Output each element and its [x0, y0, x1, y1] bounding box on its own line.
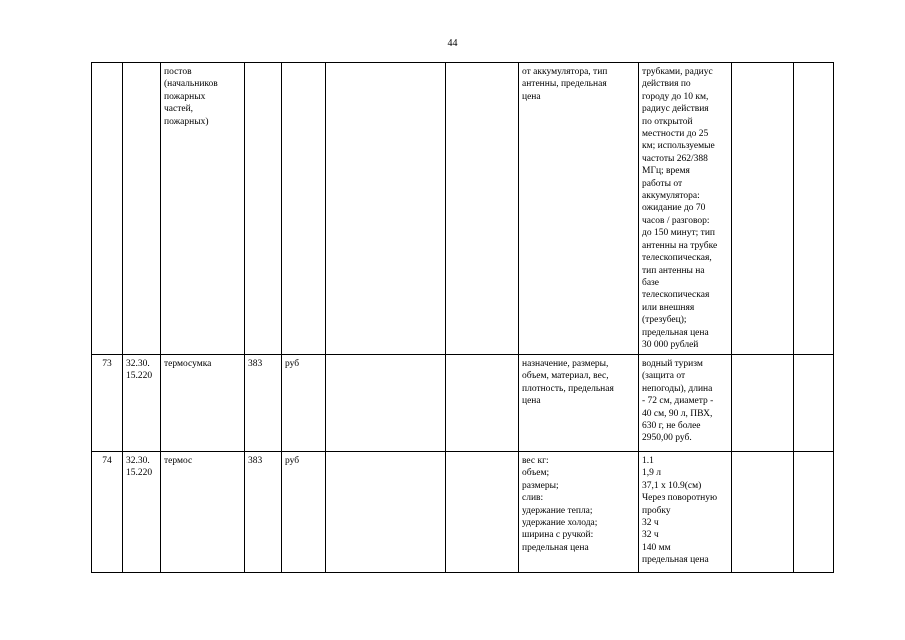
item-name: термосумка — [161, 355, 245, 452]
okpd-code — [123, 63, 161, 355]
table-row — [92, 452, 834, 573]
item-name: термос — [161, 452, 245, 573]
characteristics: от аккумулятора, тип антенны, предельная цена — [519, 63, 639, 355]
row-number: 74 — [92, 452, 123, 573]
unit-name — [282, 63, 326, 355]
empty-cell — [446, 452, 519, 573]
empty-cell — [326, 63, 446, 355]
specification-table — [91, 62, 834, 573]
empty-cell — [732, 452, 794, 573]
row-number — [92, 63, 123, 355]
okei-code: 383 — [245, 355, 282, 452]
empty-cell — [794, 355, 834, 452]
characteristic-values: 1.1 1,9 л 37,1 x 10.9(см) Через поворотную пробку 32 ч 32 ч 140 мм предельная цена — [639, 452, 732, 573]
row-number: 73 — [92, 355, 123, 452]
okei-code — [245, 63, 282, 355]
table-row — [92, 63, 834, 355]
empty-cell — [732, 355, 794, 452]
okei-code: 383 — [245, 452, 282, 573]
empty-cell — [794, 452, 834, 573]
characteristics: вес кг: объем; размеры; слив: удержание тепла; удержание холода; ширина с ручкой: предельная цена — [519, 452, 639, 573]
item-name: постов (начальников пожарных частей, пожарных) — [161, 63, 245, 355]
page-number: 44 — [447, 38, 458, 49]
empty-cell — [794, 63, 834, 355]
unit-name: руб — [282, 355, 326, 452]
empty-cell — [446, 63, 519, 355]
okpd-code: 32.30. 15.220 — [123, 355, 161, 452]
characteristics: назначение, размеры, объем, материал, вес, плотность, предельная цена — [519, 355, 639, 452]
empty-cell — [326, 452, 446, 573]
table-row — [92, 355, 834, 452]
empty-cell — [732, 63, 794, 355]
characteristic-values: трубками, радиус действия по городу до 10 км, радиус действия по открытой местности до 25 км; используемые частоты 262/388 МГц; время работы от аккумулятора: ожидание до 70 часов / разговор: до 150 минут; тип антенны на трубке телескопическая, тип антенны на базе телескопическая или внешняя (трезубец); предельная цена 30 000 рублей — [639, 63, 732, 355]
unit-name: руб — [282, 452, 326, 573]
okpd-code: 32.30. 15.220 — [123, 452, 161, 573]
empty-cell — [326, 355, 446, 452]
characteristic-values: водный туризм (защита от непогоды), длина - 72 см, диаметр - 40 см, 90 л, ПВХ, 630 г, не более 2950,00 руб. — [639, 355, 732, 452]
empty-cell — [446, 355, 519, 452]
